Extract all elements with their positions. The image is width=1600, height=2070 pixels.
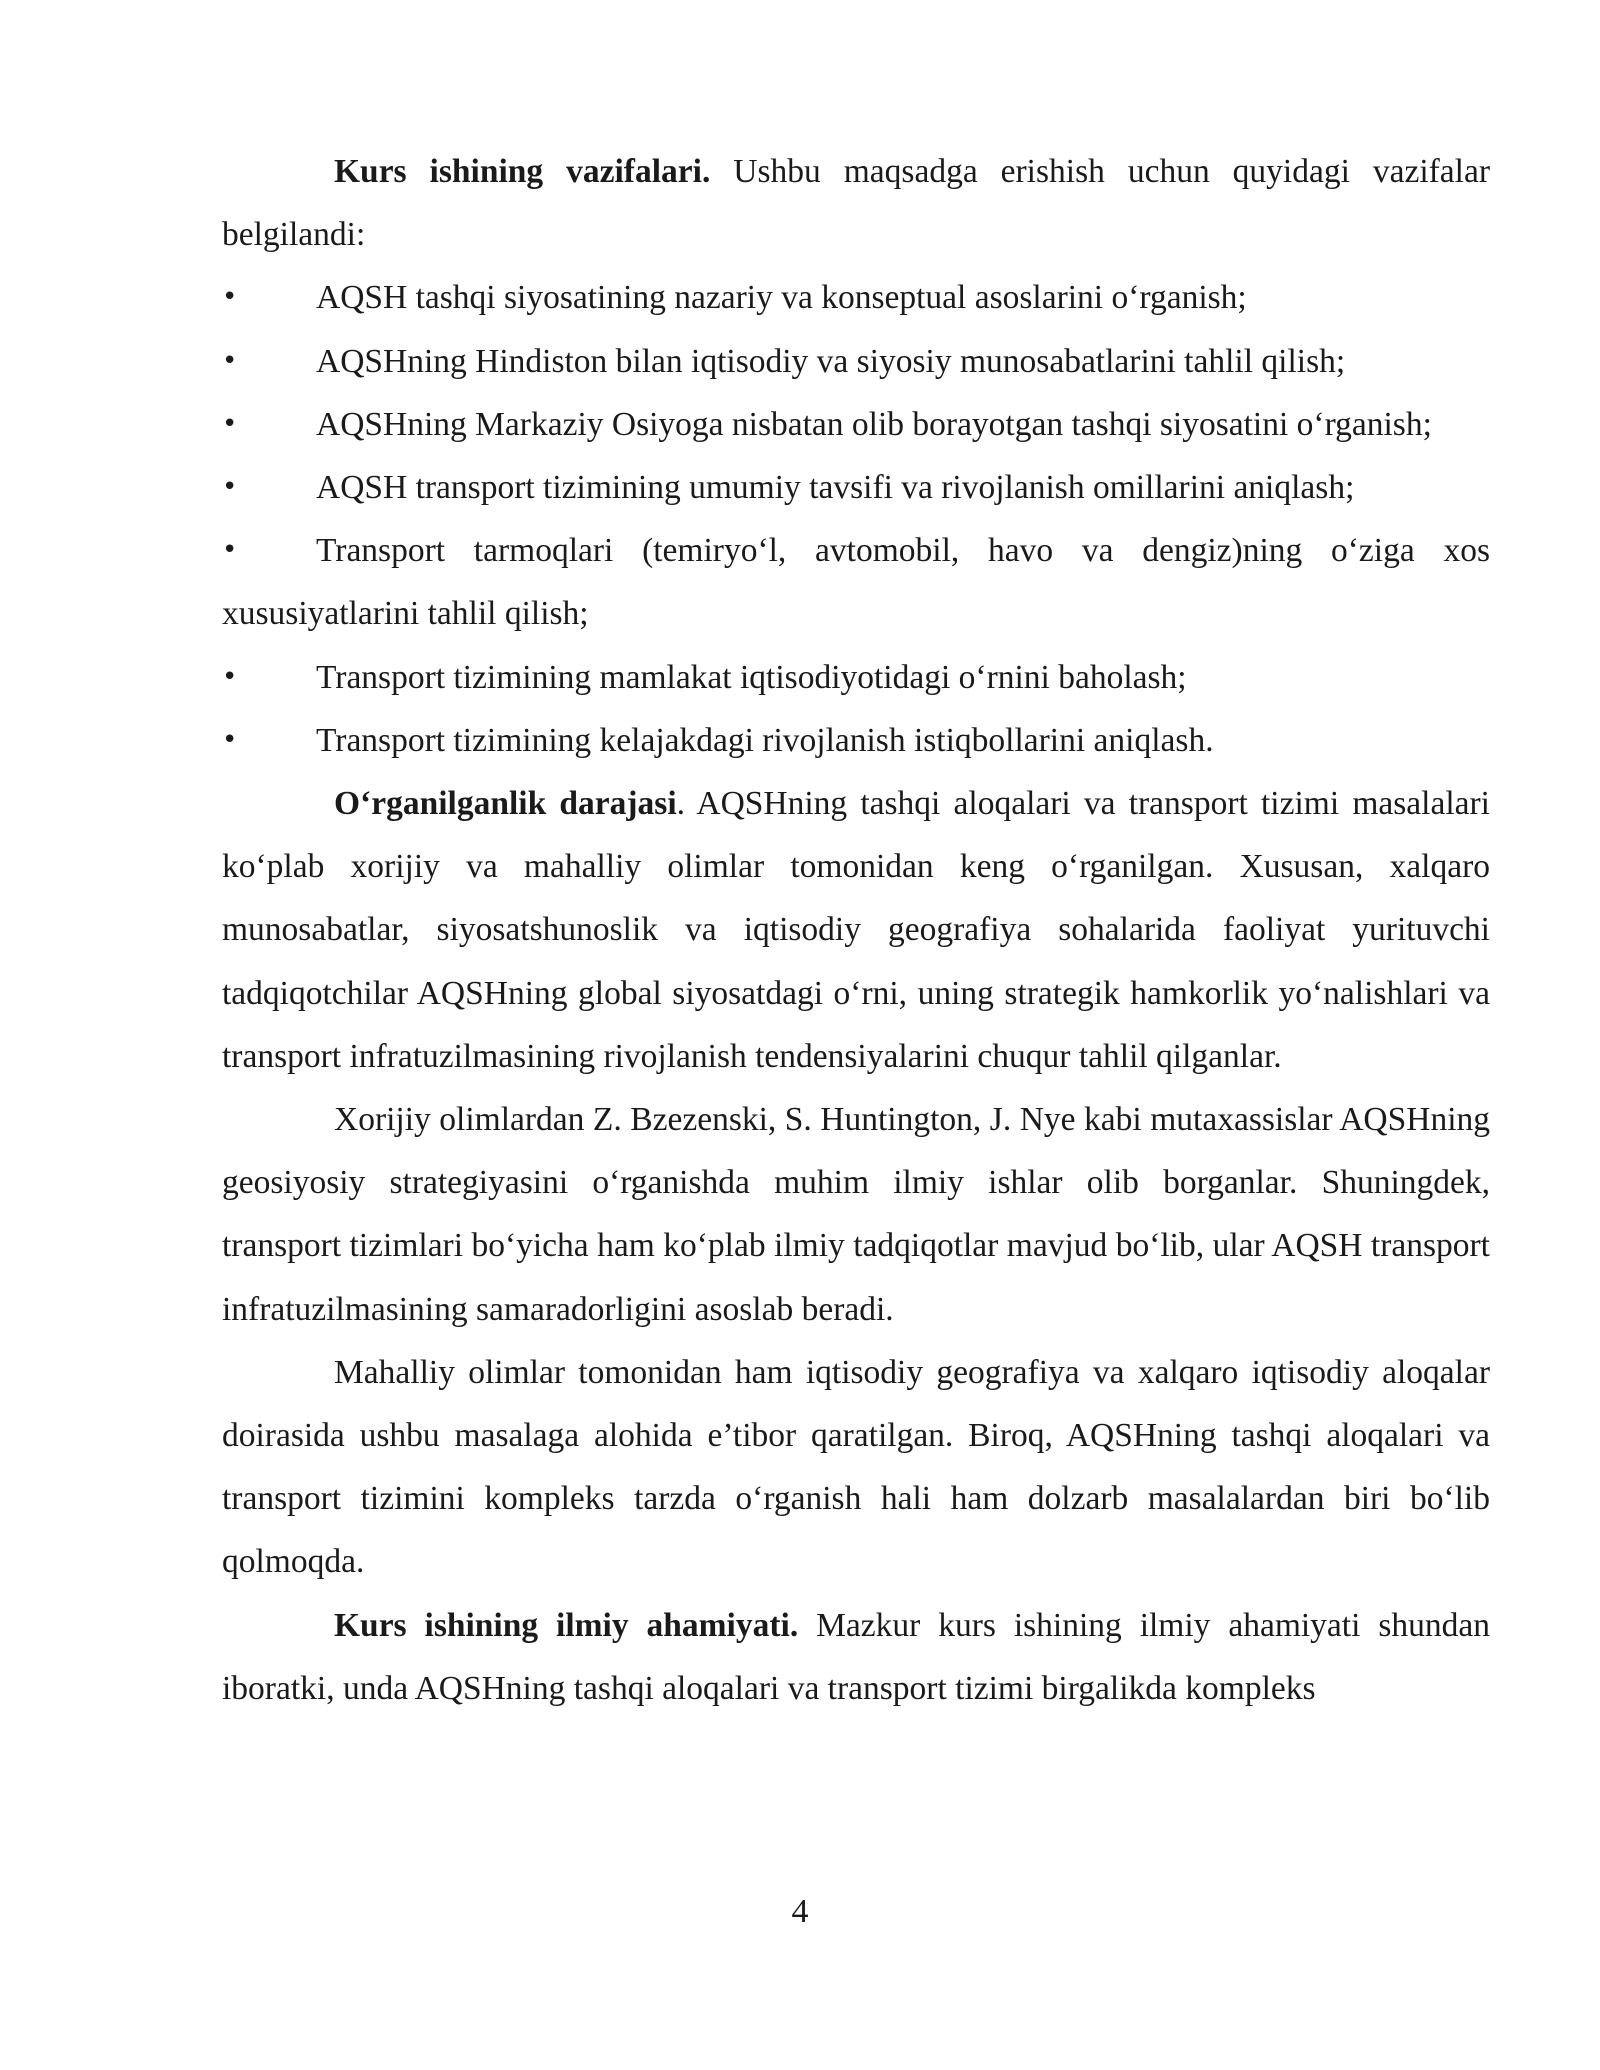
list-item-text: AQSHning Markaziy Osiyoga nisbatan olib borayotgan tashqi siyosatini o‘rganish; (316, 405, 1432, 443)
bullet-icon: • (222, 408, 238, 439)
list-item-text: Transport tizimining mamlakat iqtisodiyotidagi o‘rnini baholash; (316, 658, 1187, 696)
bullet-icon: • (222, 724, 238, 755)
bullet-icon: • (222, 345, 238, 376)
bullet-icon: • (222, 282, 238, 313)
research-level-text: . AQSHning tashqi aloqalari va transport tizimi masalalari ko‘plab xorijiy va mahalliy olimlar tomonidan keng o‘rganilgan. Xususan, xalqaro munosabatlar, siyosatshunoslik va iqtisodiy geografiya sohalarida faoliyat yurituvchi tadqiqotchilar AQSHning global siyosatdagi o‘rni, uning strategik hamkorlik yo‘nalishlari va transport infratuzilmasining rivojlanish tendensiyalarini chuqur tahlil qilganlar. (222, 785, 1490, 1075)
document-body (222, 140, 1490, 1720)
tasks-intro-text: Ushbu maqsadga erishish uchun quyidagi vazifalar belgilandi: (222, 153, 1491, 254)
scientific-significance-heading: Kurs ishining ilmiy ahamiyati. (334, 1606, 799, 1644)
list-item (222, 330, 1490, 393)
bullet-icon: • (222, 535, 238, 566)
bullet-icon: • (222, 661, 238, 692)
research-level-paragraph (222, 772, 1490, 1088)
list-item (222, 266, 1490, 329)
bullet-icon: • (222, 472, 238, 503)
list-item (222, 519, 1490, 645)
tasks-list (222, 266, 1490, 772)
list-item-text: AQSH tashqi siyosatining nazariy va konseptual asoslarini o‘rganish; (316, 279, 1247, 317)
list-item-text: Transport tizimining kelajakdagi rivojlanish istiqbollarini aniqlash. (316, 721, 1214, 759)
list-item-text: AQSHning Hindiston bilan iqtisodiy va siyosiy munosabatlarini tahlil qilish; (316, 342, 1346, 380)
list-item (222, 646, 1490, 709)
list-item-text: AQSH transport tizimining umumiy tavsifi va rivojlanish omillarini aniqlash; (316, 469, 1355, 507)
list-item (222, 709, 1490, 772)
page-number: 4 (791, 1893, 809, 1930)
list-item (222, 393, 1490, 456)
tasks-heading: Kurs ishining vazifalari. (334, 153, 711, 190)
list-item (222, 456, 1490, 519)
foreign-scholars-paragraph: Xorijiy olimlardan Z. Bzezenski, S. Huntington, J. Nye kabi mutaxassislar AQSHning geosiyosiy strategiyasini o‘rganishda muhim ilmiy ishlar olib borganlar. Shuningdek, transport tizimlari bo‘yicha ham ko‘plab ilmiy tadqiqotlar mavjud bo‘lib, ular AQSH transport infratuzilmasining samaradorligini asoslab beradi. (222, 1101, 1490, 1328)
local-scholars-paragraph: Mahalliy olimlar tomonidan ham iqtisodiy geografiya va xalqaro iqtisodiy aloqalar doirasida ushbu masalaga alohida e’tibor qaratilgan. Biroq, AQSHning tashqi aloqalari va transport tizimini kompleks tarzda o‘rganish hali ham dolzarb masalalardan biri bo‘lib qolmoqda. (222, 1353, 1490, 1581)
tasks-intro-paragraph (222, 140, 1490, 266)
scientific-significance-text: Mazkur kurs ishining ilmiy ahamiyati shundan iboratki, unda AQSHning tashqi aloqalari va transport tizimi birgalikda kompleks (222, 1606, 1490, 1707)
list-item-text: Transport tarmoqlari (temiryo‘l, avtomobil, havo va dengiz)ning o‘ziga xos xususiyatlarini tahlil qilish; (222, 532, 1490, 633)
research-level-heading: O‘rganilganlik darajasi (334, 785, 677, 823)
scientific-significance-paragraph (222, 1594, 1490, 1720)
